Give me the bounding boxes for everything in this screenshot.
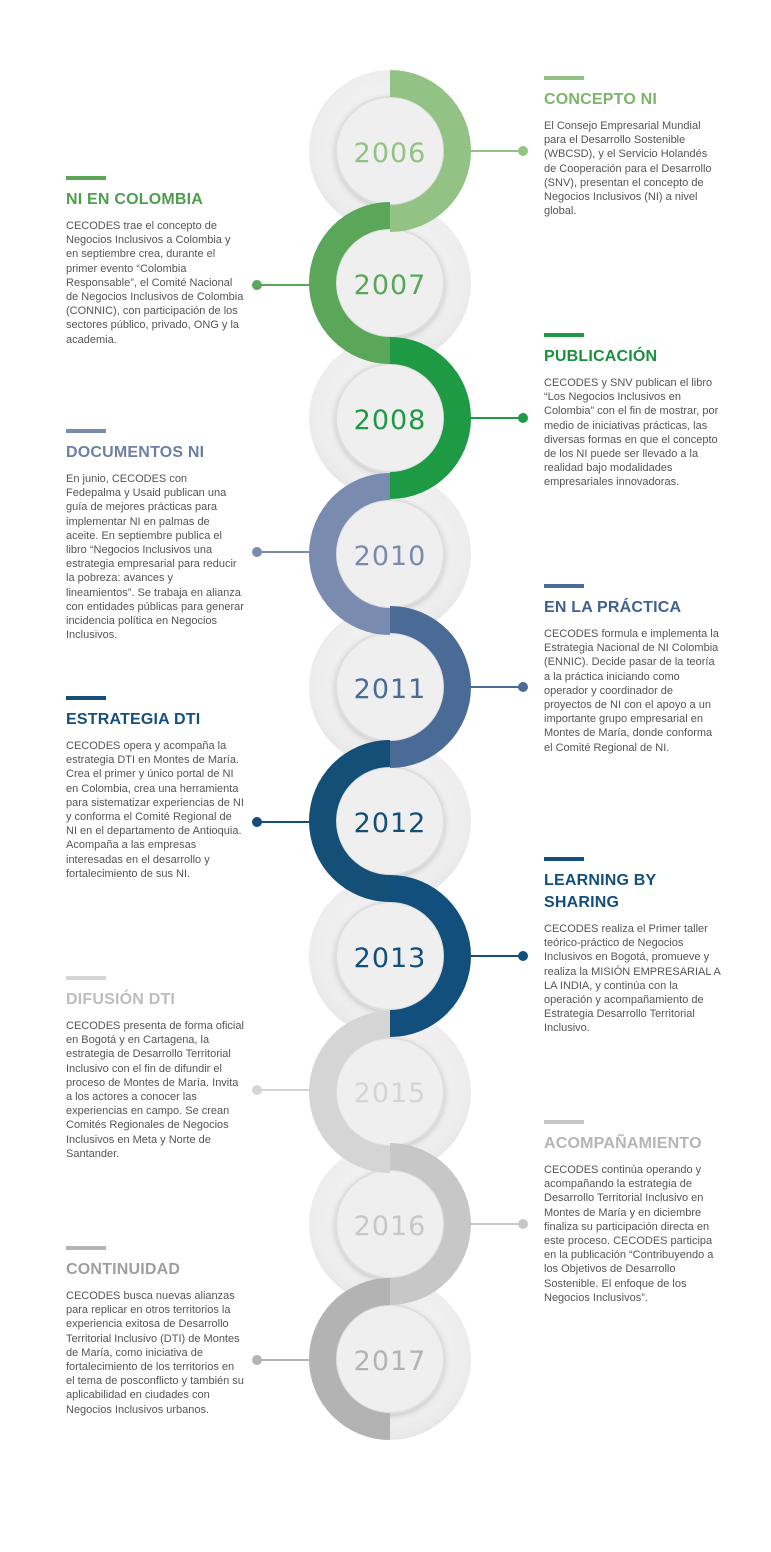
connector-dot xyxy=(252,280,262,290)
entry-text: CECODES opera y acompaña la estrategia DTI en Montes de María. Crea el primer y único portal de NI en Colombia, crea una herramienta para sistematizar experiencias de NI y conforma el Comité Regional de NI en el departamento de Antioquia. Acompaña a las empresas interesadas en el desarrollo y fortalecimiento de sus NI. xyxy=(66,740,244,880)
entry-accent-bar xyxy=(66,429,106,433)
entry-accent-bar xyxy=(66,176,106,180)
entry-text: CECODES presenta de forma oficial en Bogotá y en Cartagena, la estrategia de Desarrollo Territorial Inclusivo con el fin de difundir el proceso de Montes de María. Invita a los actores a conocer las experiencias en campo. Se crean Comités Regionales de Negocios Inclusivos en Meta y Norte de Santander. xyxy=(66,1020,244,1160)
connector-dot xyxy=(252,1355,262,1365)
entry-text: CECODES busca nuevas alianzas para replicar en otros territorios la experiencia exitosa de Desarrollo Territorial Inclusivo (DTI) de Montes de María, como iniciativa de fortalecimiento de los territorios en el tema de posconflicto y también su aplicabilidad en ciudades con Negocios Inclusivos urbanos. xyxy=(66,1290,244,1416)
connector-dot xyxy=(252,547,262,557)
entry-accent-bar xyxy=(544,333,584,337)
year-label-2007: 2007 xyxy=(353,270,427,301)
entry-2010 xyxy=(66,429,244,642)
entry-2007 xyxy=(66,176,244,347)
entry-title: DOCUMENTOS NI xyxy=(66,444,205,461)
entry-text: CECODES trae el concepto de Negocios Inclusivos a Colombia y en septiembre crea, durante el primer evento “Colombia Responsable”, el Comité Nacional de Negocios Inclusivos de Colombia (CONNIC), con participación de los sectores público, privado, ONG y la academia. xyxy=(66,220,244,346)
entry-title: DIFUSIÓN DTI xyxy=(66,991,176,1008)
entry-2016 xyxy=(544,1120,722,1305)
connector-dot xyxy=(518,146,528,156)
entry-title: ACOMPAÑAMIENTO xyxy=(544,1135,702,1152)
entry-accent-bar xyxy=(544,76,584,80)
year-label-2016: 2016 xyxy=(353,1211,427,1242)
entry-accent-bar xyxy=(544,857,584,861)
entry-accent-bar xyxy=(66,1246,106,1250)
year-label-2011: 2011 xyxy=(353,674,427,705)
entry-title: ESTRATEGIA DTI xyxy=(66,711,201,728)
entry-text: CECODES y SNV publican el libro “Los Negocios Inclusivos en Colombia” con el fin de mostrar, por medio de iniciativas prácticas, las diversas formas en que el concepto de los NI puede ser llevado a la realidad bajo modalidades empresariales innovadoras. xyxy=(544,377,719,489)
entry-text: El Consejo Empresarial Mundial para el Desarrollo Sostenible (WBCSD), y el Servicio Holandés de Cooperación para el Desarrollo (SNV), presentan el concepto de Negocios Inclusivos (NI) a nivel global. xyxy=(544,120,712,218)
entry-accent-bar xyxy=(66,696,106,700)
entry-2008 xyxy=(544,333,722,490)
year-label-2012: 2012 xyxy=(353,808,427,839)
entry-title: CONTINUIDAD xyxy=(66,1261,181,1278)
entry-2013 xyxy=(544,857,722,1036)
entry-2006 xyxy=(544,76,722,218)
entry-title: CONCEPTO NI xyxy=(544,91,658,108)
entry-accent-bar xyxy=(544,584,584,588)
connector-dot xyxy=(252,1085,262,1095)
entry-2015 xyxy=(66,976,244,1161)
entry-text: CECODES formula e implementa la Estrategia Nacional de NI Colombia (ENNIC). Decide pasar de la teoría a la práctica iniciando como operador y coordinador de proyectos de NI con el apoyo a un importante grupo empresarial en Montes de María, donde conforma el Comité Regional de NI. xyxy=(544,628,719,754)
entry-title: EN LA PRÁCTICA xyxy=(544,599,682,616)
year-label-2017: 2017 xyxy=(353,1346,427,1377)
entry-2017 xyxy=(66,1246,244,1417)
entry-title: PUBLICACIÓN xyxy=(544,348,658,365)
entry-accent-bar xyxy=(66,976,106,980)
entry-text: En junio, CECODES con Fedepalma y Usaid publican una guía de mejores prácticas para implementar NI en palmas de aceite. En septiembre publica el libro “Negocios Inclusivos una estrategia empresarial para reducir la pobreza: avances y lineamientos”. Se trabaja en alianza con entidades públicas para generar incidencia política en Negocios Inclusivos. xyxy=(66,473,244,642)
connector-dot xyxy=(518,682,528,692)
year-label-2006: 2006 xyxy=(353,138,427,169)
entry-text: CECODES realiza el Primer taller teórico-práctico de Negocios Inclusivos en Bogotá, promueve y realiza la MISIÓN EMPRESARIAL A LA INDIA, y continúa con la operación y acompañamiento de Estrategia Desarrollo Territorial Inclusivo. xyxy=(544,923,721,1035)
year-label-2010: 2010 xyxy=(353,541,427,572)
entry-title: NI EN COLOMBIA xyxy=(66,191,204,208)
entry-text: CECODES continúa operando y acompañando la estrategia de Desarrollo Territorial Inclusivo en Montes de María y en diciembre finaliza su participación directa en este proceso. CECODES participa en la publicación “Contribuyendo a los Objetivos de Desarrollo Sostenible. El enfoque de los Negocios Inclusivos”. xyxy=(544,1164,714,1304)
year-label-2008: 2008 xyxy=(353,405,427,436)
entry-2012 xyxy=(66,696,244,881)
connector-dot xyxy=(518,413,528,423)
connector-dot xyxy=(252,817,262,827)
connector-dot xyxy=(518,951,528,961)
entry-2011 xyxy=(544,584,722,755)
connector-dot xyxy=(518,1219,528,1229)
entry-accent-bar xyxy=(544,1120,584,1124)
year-label-2015: 2015 xyxy=(353,1078,427,1109)
entry-title: LEARNING BY SHARING xyxy=(544,872,657,911)
year-label-2013: 2013 xyxy=(353,943,427,974)
